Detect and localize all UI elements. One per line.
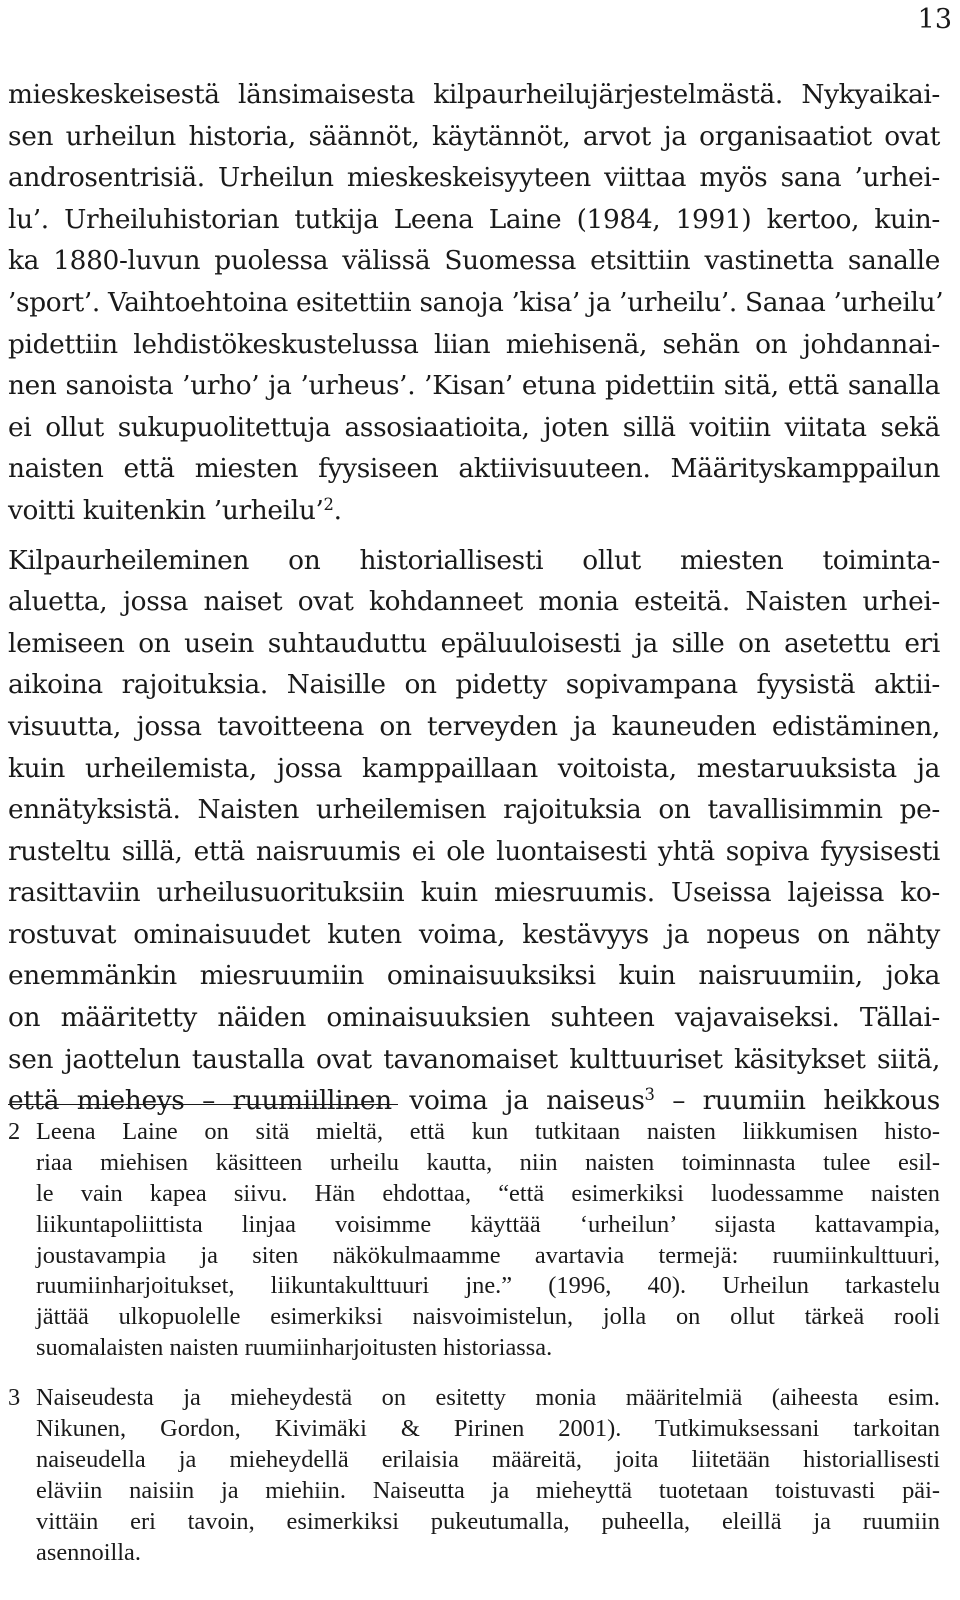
footnote-line: riaa miehisen käsitteen urheilu kautta, niin naisten toiminnasta tulee esil- xyxy=(36,1148,940,1176)
body-line-text: pidettiin lehdistökeskustelussa liian miehisenä, sehän on johdannai- xyxy=(8,328,940,360)
footnote-line: eläviin naisiin ja miehiin. Naiseutta ja mieheyttä tuotetaan toistuvasti päi- xyxy=(36,1476,940,1504)
body-line xyxy=(8,955,940,997)
body-line xyxy=(8,365,940,407)
footnote xyxy=(8,1383,940,1568)
body-line-text: ka 1880-luvun puolessa välissä Suomessa etsittiin vastinetta sanalle xyxy=(8,245,940,277)
body-line-text: aikoina rajoituksia. Naisille on pidetty sopivampana fyysistä aktii- xyxy=(8,669,940,701)
footnote-line: joustavampia ja siten näkökulmaamme avartavia termejä: ruumiinkulttuuri, xyxy=(36,1241,940,1269)
footnote-text xyxy=(36,1117,940,1364)
body-line xyxy=(8,490,940,532)
body-line-text: sen jaottelun taustalla ovat tavanomaiset kulttuuriset käsitykset siitä, xyxy=(8,1043,940,1075)
body-line-text: nen sanoista ’urho’ ja ’urheus’. ’Kisan’ etuna pidettiin sitä, että sanalla xyxy=(8,370,940,402)
footnote xyxy=(8,1117,940,1364)
body-line-text: että mieheys – ruumiillinen voima ja naiseus xyxy=(8,1085,645,1117)
body-line-text: visuutta, jossa tavoitteena on terveyden ja kauneuden edistäminen, xyxy=(8,710,940,742)
body-line xyxy=(8,199,940,241)
body-line-text: lemiseen on usein suhtauduttu epäluuloisesti ja sille on asetettu eri xyxy=(8,627,940,659)
body-line xyxy=(8,664,940,706)
footnote-number: 3 xyxy=(8,1384,21,1412)
footnote-line: Leena Laine on sitä mieltä, että kun tutkitaan naisten liikkumisen histo- xyxy=(36,1118,940,1145)
body-line xyxy=(8,706,940,748)
body-line xyxy=(8,74,940,116)
footnote-reference: 3 xyxy=(644,1085,655,1105)
footnote-line: vittäin eri tavoin, esimerkiksi pukeutumalla, puheella, eleillä ja ruumiin xyxy=(36,1507,940,1535)
body-line xyxy=(8,789,940,831)
body-line-text: sen urheilun historia, säännöt, käytännöt, arvot ja organisaatiot ovat xyxy=(8,120,940,152)
body-line-text-after-reference: – ruumiin heikkous xyxy=(654,1085,940,1117)
body-line xyxy=(8,914,940,956)
body-line xyxy=(8,1039,940,1081)
body-line-text: on määritetty näiden ominaisuuksien suhteen vajavaiseksi. Tällai- xyxy=(8,1002,940,1034)
body-line xyxy=(8,581,940,623)
body-line-text: voitti kuitenkin ’urheilu’ xyxy=(8,494,324,526)
body-line xyxy=(8,157,940,199)
body-line xyxy=(8,324,940,366)
footnote-line: asennoilla. xyxy=(36,1538,141,1566)
body-line xyxy=(8,116,940,158)
footnote-line: jättää ulkopuolelle esimerkiksi naisvoimistelun, jolla on ollut tärkeä rooli xyxy=(36,1303,940,1331)
body-line-text: mieskeskeisestä länsimaisesta kilpaurheilujärjestelmästä. Nykyaikai- xyxy=(8,79,940,110)
body-line-text: ei ollut sukupuolitettuja assosiaatioita, joten sillä voitiin viitata sekä xyxy=(8,411,940,443)
body-line xyxy=(8,748,940,790)
body-line-text: rostuvat ominaisuudet kuten voima, kestävyys ja nopeus on nähty xyxy=(8,918,940,950)
footnote-number: 2 xyxy=(8,1118,21,1145)
footnote-line: naiseudella ja mieheydellä erilaisia määreitä, joita liitetään historiallisesti xyxy=(36,1445,940,1473)
body-line-text: Kilpaurheileminen on historiallisesti ollut miesten toiminta- xyxy=(8,544,940,576)
footnote-text xyxy=(36,1383,940,1568)
paragraph-gap xyxy=(8,532,940,540)
body-line xyxy=(8,872,940,914)
body-line-text-after-reference: . xyxy=(333,494,342,526)
body-line-text: ’sport’. Vaihtoehtoina esitettiin sanoja ’kisa’ ja ’urheilu’. Sanaa ’urheilu’ xyxy=(8,286,944,318)
body-line xyxy=(8,1080,940,1122)
footnote-separator-rule xyxy=(8,1104,398,1105)
footnote-line: Naiseudesta ja mieheydestä on esitetty monia määritelmiä (aiheesta esim. xyxy=(36,1384,940,1412)
body-line-text: naisten että miesten fyysiseen aktiivisuuteen. Määrityskamppailun xyxy=(8,453,940,485)
footnote-line: ruumiinharjoitukset, liikuntakulttuuri jne.” (1996, 40). Urheilun tarkastelu xyxy=(36,1272,940,1300)
body-line-text: enemmänkin miesruumiin ominaisuuksiksi kuin naisruumiin, joka xyxy=(8,960,940,992)
footnote-gap xyxy=(8,1364,940,1383)
body-line-text: rusteltu sillä, että naisruumis ei ole luontaisesti yhtä sopiva fyysisesti xyxy=(8,835,940,867)
body-line xyxy=(8,831,940,873)
footnote-line: liikuntapoliittista linjaa voisimme käyttää ‘urheilun’ sijasta kattavampia, xyxy=(36,1210,940,1238)
footnote-reference: 2 xyxy=(323,494,334,514)
body-line xyxy=(8,997,940,1039)
footnote-line: Nikunen, Gordon, Kivimäki & Pirinen 2001). Tutkimuksessani tarkoitan xyxy=(36,1415,940,1443)
body-line xyxy=(8,448,940,490)
page-number: 13 xyxy=(917,4,952,35)
main-body-text xyxy=(8,74,944,1122)
body-line xyxy=(8,540,940,582)
body-line-text: rasittaviin urheilusuorituksiin kuin miesruumis. Useissa lajeissa ko- xyxy=(8,877,940,909)
body-line xyxy=(8,240,940,282)
footnotes-section xyxy=(8,1117,940,1568)
body-line-text: androsentrisiä. Urheilun mieskeskeisyyteen viittaa myös sana ’urhei- xyxy=(8,162,940,194)
body-line xyxy=(8,407,940,449)
footnote-line: suomalaisten naisten ruumiinharjoitusten historiassa. xyxy=(36,1334,553,1362)
body-line xyxy=(8,623,940,665)
body-line-text: lu’. Urheiluhistorian tutkija Leena Laine (1984, 1991) kertoo, kuin- xyxy=(8,203,940,235)
body-line-text: ennätyksistä. Naisten urheilemisen rajoituksia on tavallisimmin pe- xyxy=(8,794,940,826)
footnote-line: le vain kapea siivu. Hän ehdottaa, “että esimerkiksi luodessamme naisten xyxy=(36,1179,940,1207)
body-line-text: aluetta, jossa naiset ovat kohdanneet monia esteitä. Naisten urhei- xyxy=(8,586,940,618)
body-line xyxy=(8,282,944,324)
body-line-text: kuin urheilemista, jossa kamppaillaan voitoista, mestaruuksista ja xyxy=(8,752,940,784)
